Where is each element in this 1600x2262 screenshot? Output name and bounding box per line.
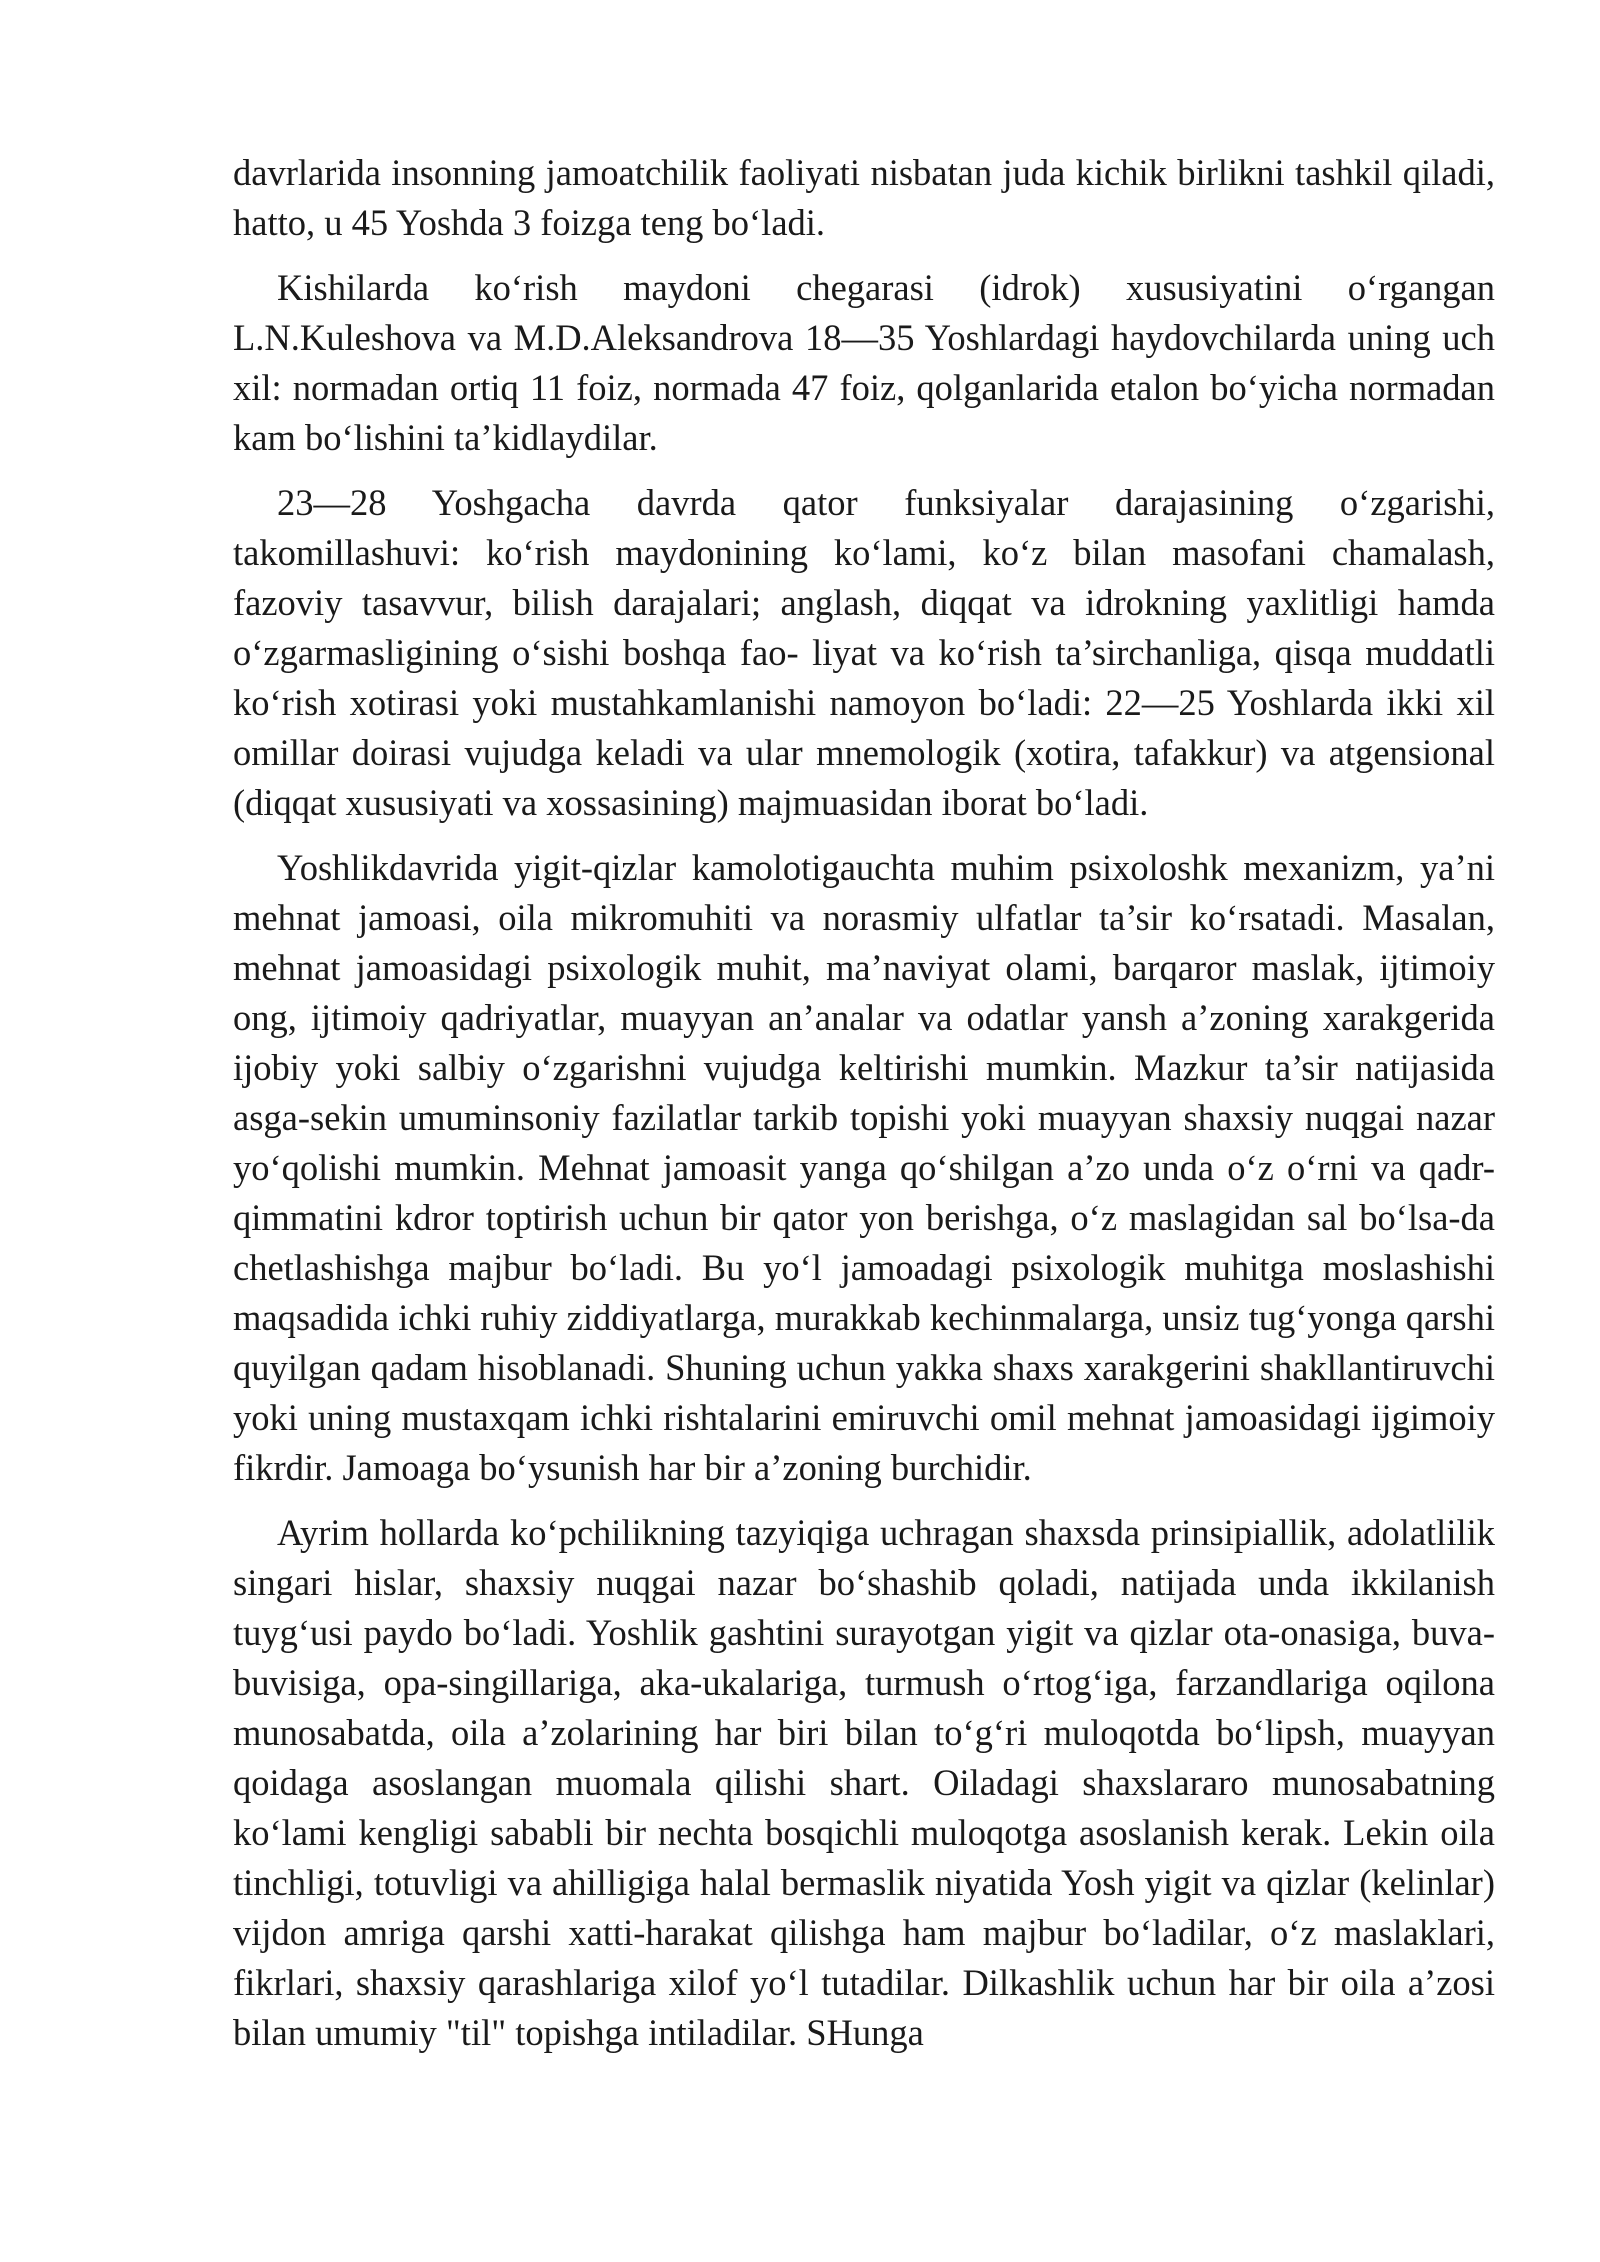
paragraph-3: 23—28 Yoshgacha davrda qator funksiyalar darajasining o‘zgarishi, takomillashuvi: ko‘rish maydonining ko‘lami, ko‘z bilan masofani chamalash, fazoviy tasavvur, bilish darajalari; anglash, diqqat va idrokning yaxlitligi hamda o‘zgarmasligining o‘sishi boshqa fao- liyat va ko‘rish ta’sirchanliga, qisqa muddatli ko‘rish xotirasi yoki mustahkamlanishi namoyon bo‘ladi: 22—25 Yoshlarda ikki xil omillar doirasi vujudga keladi va ular mnemologik (xotira, tafakkur) va atgensional (diqqat xususiyati va xossasining) majmuasidan iborat bo‘ladi. [233,482,1495,823]
document-page [233,148,1495,2073]
paragraph-2: Kishilarda ko‘rish maydoni chegarasi (idrok) xususiyatini o‘rgangan L.N.Kuleshova va M.D.Aleksandrova 18—35 Yoshlardagi haydovchilarda uning uch xil: normadan ortiq 11 foiz, normada 47 foiz, qolganlarida etalon bo‘yicha normadan kam bo‘lishini ta’kidlaydilar. [233,267,1495,458]
paragraph-1: davrlarida insonning jamoatchilik faoliyati nisbatan juda kichik birlikni tashkil qiladi, hatto, u 45 Yoshda 3 foizga teng bo‘ladi. [233,152,1495,243]
paragraph-4: Yoshlikdavrida yigit-qizlar kamolotigauchta muhim psixoloshk mexanizm, ya’ni mehnat jamoasi, oila mikromuhiti va norasmiy ulfatlar ta’sir ko‘rsatadi. Masalan, mehnat jamoasidagi psixologik muhit, ma’naviyat olami, barqaror maslak, ijtimoiy ong, ijtimoiy qadriyatlar, muayyan an’analar va odatlar yansh a’zoning xarakgerida ijobiy yoki salbiy o‘zgarishni vujudga keltirishi mumkin. Mazkur ta’sir natijasida asga-sekin umuminsoniy fazilatlar tarkib topishi yoki muayyan shaxsiy nuqgai nazar yo‘qolishi mumkin. Mehnat jamoasit yanga qo‘shilgan a’zo unda o‘z o‘rni va qadr-qimmatini kdror toptirish uchun bir qator yon berishga, o‘z maslagidan sal bo‘lsa-da chetlashishga majbur bo‘ladi. Bu yo‘l jamoadagi psixologik muhitga moslashishi maqsadida ichki ruhiy ziddiyatlarga, murakkab kechinmalarga, unsiz tug‘yonga qarshi quyilgan qadam hisoblanadi. Shuning uchun yakka shaxs xarakgerini shakllantiruvchi yoki uning mustaxqam ichki rishtalarini emiruvchi omil mehnat jamoasidagi ijgimoiy fikrdir. Jamoaga bo‘ysunish har bir a’zoning burchidir. [233,847,1495,1488]
paragraph-5: Ayrim hollarda ko‘pchilikning tazyiqiga uchragan shaxsda prinsipiallik, adolatlilik singari hislar, shaxsiy nuqgai nazar bo‘shashib qoladi, natijada unda ikkilanish tuyg‘usi paydo bo‘ladi. Yoshlik gashtini surayotgan yigit va qizlar ota-onasiga, buva- buvisiga, opa-singillariga, aka-ukalariga, turmush o‘rtog‘iga, farzandlariga oqilona munosabatda, oila a’zolarining har biri bilan to‘g‘ri muloqotda bo‘lipsh, muayyan qoidaga asoslangan muomala qilishi shart. Oiladagi shaxslararo munosabatning ko‘lami kengligi sababli bir nechta bosqichli muloqotga asoslanish kerak. Lekin oila tinchligi, totuvligi va ahilligiga halal bermaslik niyatida Yosh yigit va qizlar (kelinlar) vijdon amriga qarshi xatti-harakat qilishga ham majbur bo‘ladilar, o‘z maslaklari, fikrlari, shaxsiy qarashlariga xilof yo‘l tutadilar. Dilkashlik uchun har bir oila a’zosi bilan umumiy "til" topishga intiladilar. SHunga [233,1512,1495,2053]
